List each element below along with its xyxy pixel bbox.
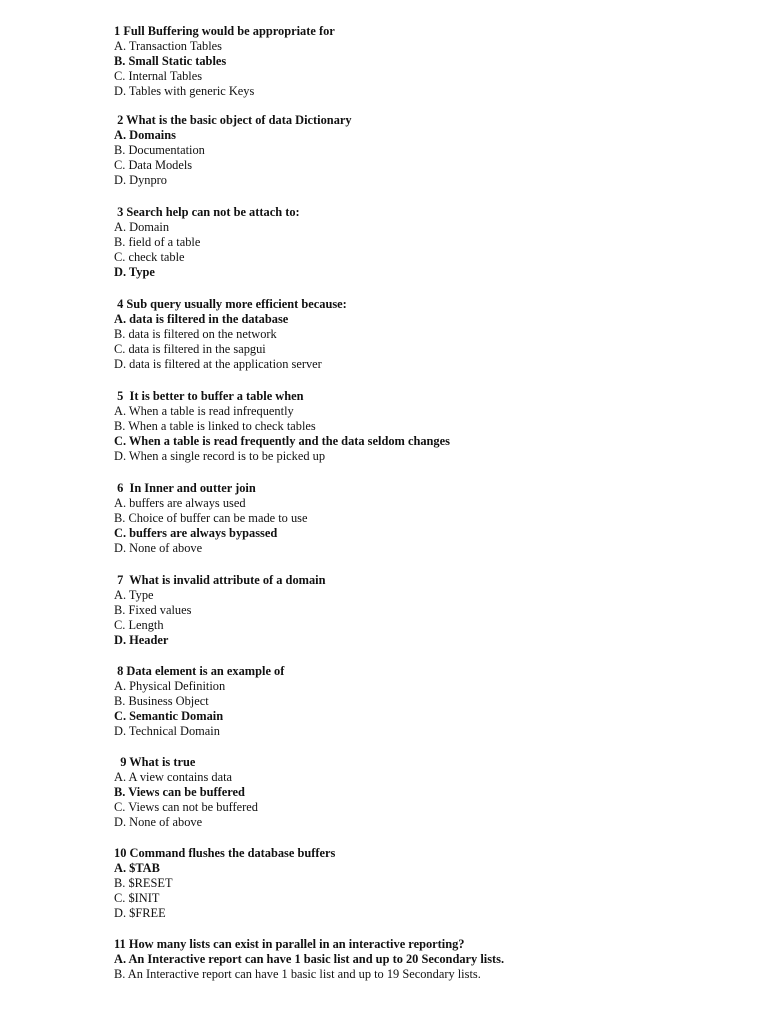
option-b: B. Documentation: [114, 143, 205, 157]
option-c: C. Length: [114, 618, 164, 632]
question-text: [114, 24, 754, 39]
option-b: B. When a table is linked to check tables: [114, 419, 316, 433]
question-7: [114, 573, 754, 648]
question-number: 8: [114, 664, 124, 678]
option-d: D. data is filtered at the application server: [114, 357, 322, 371]
question-text: [114, 573, 754, 588]
question-text: [114, 205, 754, 220]
question-prompt: Command flushes the database buffers: [129, 846, 336, 860]
option-a: A. Domain: [114, 220, 170, 234]
question-9: [114, 755, 754, 830]
option-b: B. Choice of buffer can be made to use: [114, 511, 308, 525]
option-d: D. None of above: [114, 815, 203, 829]
option-c-correct: C. buffers are always bypassed: [114, 526, 278, 540]
question-number: 9: [114, 755, 127, 769]
option-a: A. Transaction Tables: [114, 39, 223, 53]
option-b: B. An Interactive report can have 1 basic list and up to 19 Secondary lists.: [114, 967, 481, 981]
option-b-correct: B. Views can be buffered: [114, 785, 245, 799]
option-a-correct: A. An Interactive report can have 1 basic list and up to 20 Secondary lists.: [114, 952, 505, 966]
option-b: B. field of a table: [114, 235, 201, 249]
question-number: 5: [114, 389, 124, 403]
option-a-correct: A. $TAB: [114, 861, 160, 875]
question-8: [114, 664, 754, 739]
option-d: D. Tables with generic Keys: [114, 84, 255, 98]
question-6: [114, 481, 754, 556]
question-prompt: In Inner and outter join: [129, 481, 256, 495]
option-a: A. buffers are always used: [114, 496, 246, 510]
option-d: D. None of above: [114, 541, 203, 555]
option-c-correct: C. When a table is read frequently and the data seldom changes: [114, 434, 450, 448]
question-text: [114, 297, 754, 312]
question-3: [114, 205, 754, 280]
option-b-correct: B. Small Static tables: [114, 54, 227, 68]
option-c: C. data is filtered in the sapgui: [114, 342, 266, 356]
question-number: 2: [114, 113, 124, 127]
question-text: [114, 937, 754, 952]
question-number: 10: [114, 846, 127, 860]
question-number: 1: [114, 24, 121, 38]
question-text: [114, 113, 754, 128]
option-c: C. Internal Tables: [114, 69, 203, 83]
option-c: C. $INIT: [114, 891, 160, 905]
option-b: B. Business Object: [114, 694, 209, 708]
question-4: [114, 297, 754, 372]
question-number: 4: [114, 297, 124, 311]
question-number: 11: [114, 937, 126, 951]
question-number: 3: [114, 205, 124, 219]
question-prompt: What is the basic object of data Dictionary: [126, 113, 352, 127]
option-d-correct: D. Type: [114, 265, 155, 279]
option-a: A. When a table is read infrequently: [114, 404, 294, 418]
option-c: C. Views can not be buffered: [114, 800, 259, 814]
question-number: 6: [114, 481, 124, 495]
question-prompt: What is true: [129, 755, 196, 769]
question-5: [114, 389, 754, 464]
question-1: [114, 24, 754, 99]
question-text: [114, 846, 754, 861]
question-text: [114, 664, 754, 679]
option-b: B. $RESET: [114, 876, 173, 890]
option-d: D. Technical Domain: [114, 724, 220, 738]
option-d: D. Dynpro: [114, 173, 167, 187]
question-11: [114, 937, 754, 982]
question-text: [114, 389, 754, 404]
option-d-correct: D. Header: [114, 633, 169, 647]
question-text: [114, 755, 754, 770]
question-prompt: It is better to buffer a table when: [129, 389, 304, 403]
option-c: C. Data Models: [114, 158, 193, 172]
option-c-correct: C. Semantic Domain: [114, 709, 224, 723]
question-prompt: Data element is an example of: [126, 664, 285, 678]
question-prompt: What is invalid attribute of a domain: [129, 573, 326, 587]
option-a: A. Physical Definition: [114, 679, 226, 693]
question-number: 7: [114, 573, 124, 587]
question-prompt: Search help can not be attach to:: [126, 205, 300, 219]
option-a-correct: A. Domains: [114, 128, 176, 142]
question-prompt: Full Buffering would be appropriate for: [123, 24, 335, 38]
option-a-correct: A. data is filtered in the database: [114, 312, 289, 326]
option-d: D. $FREE: [114, 906, 166, 920]
option-c: C. check table: [114, 250, 185, 264]
question-prompt: How many lists can exist in parallel in an interactive reporting?: [128, 937, 465, 951]
question-10: [114, 846, 754, 921]
option-a: A. Type: [114, 588, 154, 602]
option-b: B. Fixed values: [114, 603, 192, 617]
question-text: [114, 481, 754, 496]
question-prompt: Sub query usually more efficient because:: [126, 297, 347, 311]
option-a: A. A view contains data: [114, 770, 233, 784]
option-d: D. When a single record is to be picked up: [114, 449, 326, 463]
question-2: [114, 113, 754, 188]
option-b: B. data is filtered on the network: [114, 327, 277, 341]
